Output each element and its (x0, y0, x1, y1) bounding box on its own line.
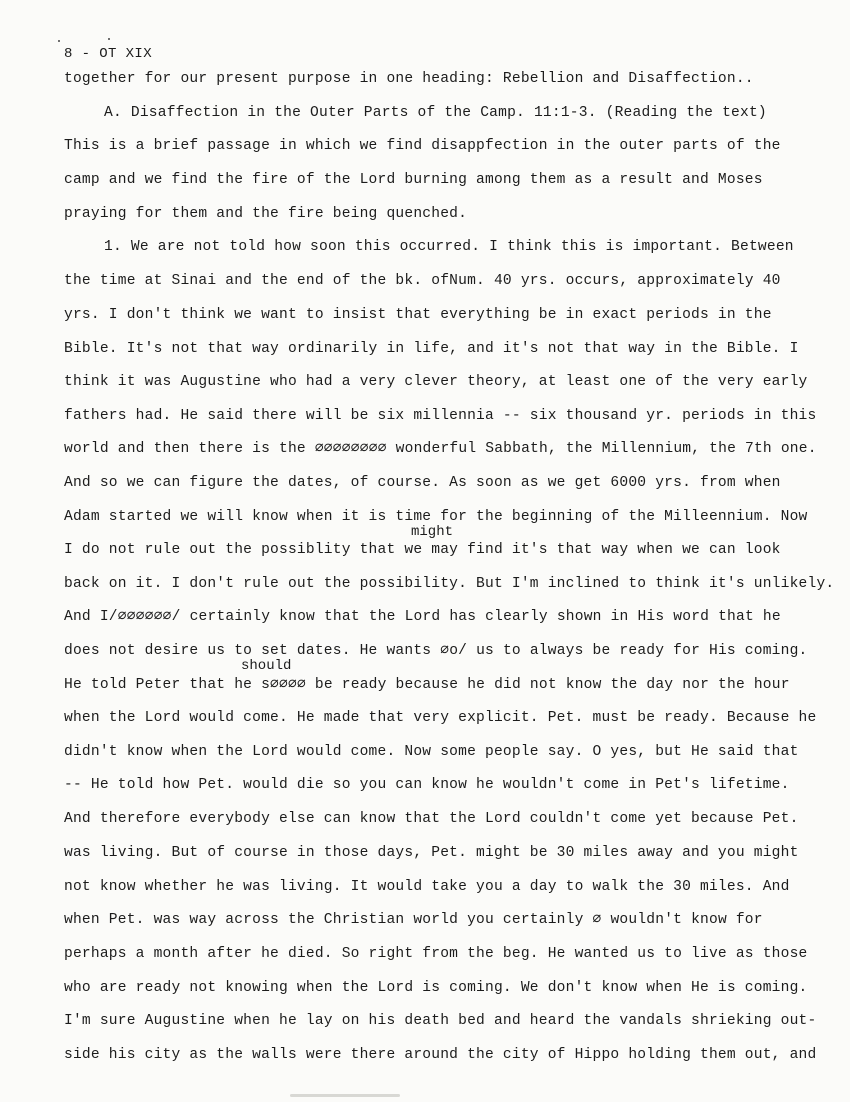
text-line: side his city as the walls were there around the city of Hippo holding them out, and (64, 1047, 817, 1063)
text-line: perhaps a month after he died. So right from the beg. He wanted us to live as those (64, 946, 808, 962)
text-line: not know whether he was living. It would take you a day to walk the 30 miles. And (64, 879, 790, 895)
text-line: He told Peter that he s∅∅∅∅ be ready because he did not know the day nor the hour (64, 677, 790, 693)
text-line: didn't know when the Lord would come. Now some people say. O yes, but He said that (64, 744, 799, 760)
text-line: fathers had. He said there will be six millennia -- six thousand yr. periods in this (64, 408, 817, 424)
text-line: -- He told how Pet. would die so you can know he wouldn't come in Pet's lifetime. (64, 777, 790, 793)
text-line: camp and we find the fire of the Lord burning among them as a result and Moses (64, 172, 763, 188)
section-heading: A. Disaffection in the Outer Parts of the Camp. 11:1-3. (Reading the text) (104, 105, 767, 121)
ink-speck (58, 40, 60, 42)
text-line: Bible. It's not that way ordinarily in life, and it's not that way in the Bible. I (64, 341, 799, 357)
scan-artifact (290, 1094, 400, 1097)
handwritten-insertion: should (241, 658, 292, 674)
ink-speck (108, 38, 110, 40)
text-line: together for our present purpose in one heading: Rebellion and Disaffection.. (64, 71, 754, 87)
text-line: And so we can figure the dates, of course. As soon as we get 6000 yrs. from when (64, 475, 781, 491)
text-line: does not desire us to set dates. He wants ∅o/ us to always be ready for His coming. (64, 643, 808, 659)
text-line: who are ready not knowing when the Lord is coming. We don't know when He is coming. (64, 980, 808, 996)
text-line: world and then there is the ∅∅∅∅∅∅∅∅ wonderful Sabbath, the Millennium, the 7th one. (64, 441, 817, 457)
text-line: when Pet. was way across the Christian world you certainly ∅ wouldn't know for (64, 912, 763, 928)
text-line: back on it. I don't rule out the possibility. But I'm inclined to think it's unlikely. (64, 576, 835, 592)
text-line: when the Lord would come. He made that very explicit. Pet. must be ready. Because he (64, 710, 817, 726)
text-line: Adam started we will know when it is time for the beginning of the Milleennium. Now (64, 509, 808, 525)
text-line: was living. But of course in those days, Pet. might be 30 miles away and you might (64, 845, 799, 861)
text-line: I do not rule out the possiblity that we may find it's that way when we can look (64, 542, 781, 558)
text-line: This is a brief passage in which we find disappfection in the outer parts of the (64, 138, 781, 154)
text-line: I'm sure Augustine when he lay on his death bed and heard the vandals shrieking out- (64, 1013, 817, 1029)
handwritten-insertion: might (411, 524, 454, 540)
text-line: yrs. I don't think we want to insist that everything be in exact periods in the (64, 307, 772, 323)
text-line: praying for them and the fire being quenched. (64, 206, 468, 222)
text-line: the time at Sinai and the end of the bk. ofNum. 40 yrs. occurs, approximately 40 (64, 273, 781, 289)
page-header: 8 - OT XIX (64, 46, 153, 62)
text-line: 1. We are not told how soon this occurred. I think this is important. Between (104, 239, 794, 255)
text-line: And I/∅∅∅∅∅∅/ certainly know that the Lord has clearly shown in His word that he (64, 609, 781, 625)
text-line: And therefore everybody else can know that the Lord couldn't come yet because Pet. (64, 811, 799, 827)
text-line: think it was Augustine who had a very clever theory, at least one of the very early (64, 374, 808, 390)
